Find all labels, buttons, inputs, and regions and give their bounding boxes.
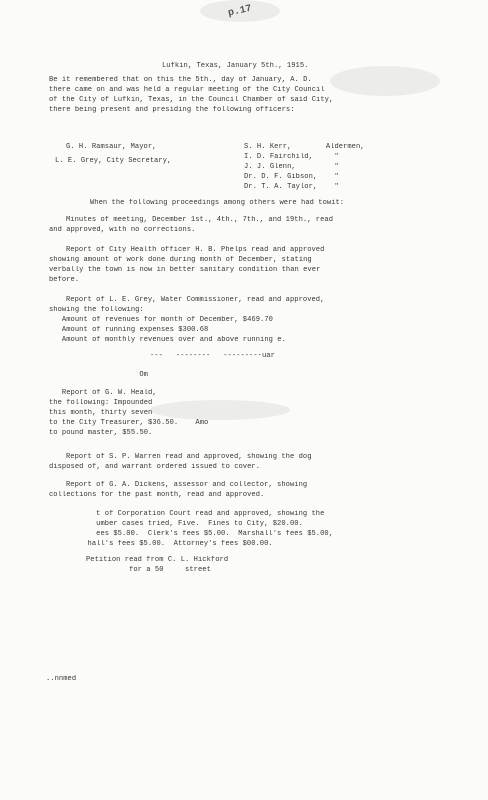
footer-mark: ..nnmed — [46, 675, 77, 683]
para-line: to pound master, $55.50. — [49, 429, 153, 437]
para-line: disposed of, and warrant ordered issued to cover. — [49, 463, 261, 471]
para-line: collections for the past month, read and approved. — [49, 491, 265, 499]
transition-line: When the following proceedings among others were had towit: — [90, 199, 345, 207]
para-line: Amount of revenues for month of December, $469.70 — [49, 316, 273, 324]
dateline: Lufkin, Texas, January 5th., 1915. — [162, 62, 309, 70]
para-line: the following: Impounded — [49, 399, 153, 407]
para-line: showing amount of work done during month of December, stating — [49, 256, 312, 264]
para-line: and approved, with no corrections. — [49, 226, 196, 234]
opening-line: there came on and was held a regular meeting of the City Council — [49, 86, 325, 94]
para-line: Report of City Health officer H. B. Phelps read and approved — [66, 246, 325, 254]
opening-line: there being present and presiding the following officers: — [49, 106, 295, 114]
para-line: --- -------- ---------uar — [150, 352, 275, 360]
para-line: before. — [49, 276, 80, 284]
para-line: Amount of running expenses $300.68 — [49, 326, 209, 334]
page-stamp: p.17 — [227, 3, 253, 20]
officer-right: J. J. Glenn, " — [244, 163, 339, 171]
para-line: for a 50 street — [86, 566, 211, 574]
para-line: Report of G. A. Dickens, assessor and collector, showing — [66, 481, 308, 489]
para-line: Amount of monthly revenues over and above running e. — [49, 336, 286, 344]
para-line: verbally the town is now in better sanitary condition than ever — [49, 266, 321, 274]
officer-right: I. D. Fairchild, " — [244, 153, 339, 161]
para-line: Report of G. W. Heald, — [49, 389, 157, 397]
para-line: Report of L. E. Grey, Water Commissioner, read and approved, — [66, 296, 325, 304]
officer-right: S. H. Kerr, Aldermen, — [244, 143, 365, 151]
officer-right: Dr. T. A. Taylor, " — [244, 183, 339, 191]
para-line: Report of S. P. Warren read and approved, showing the dog — [66, 453, 312, 461]
officer-right: Dr. D. F. Gibson, " — [244, 173, 339, 181]
para-line: Petition read from C. L. Hickford — [86, 556, 229, 564]
para-line: to the City Treasurer, $36.50. Amo — [49, 419, 209, 427]
opening-line: Be it remembered that on this the 5th., day of January, A. D. — [49, 76, 312, 84]
para-line: umber cases tried, Five. Fines to City, $20.00. — [66, 520, 303, 528]
para-line: showing the following: — [49, 306, 144, 314]
officer-left: G. H. Ramsaur, Mayor, — [66, 143, 157, 151]
para-line: ees $5.00. Clerk's fees $5.00. Marshall's fees $5.00, — [66, 530, 334, 538]
para-line: Minutes of meeting, December 1st., 4th., 7th., and 19th., read — [66, 216, 334, 224]
para-line: hall's fees $5.00. Attorney's fees $00.00. — [66, 540, 273, 548]
para-line: this month, thirty seven — [49, 409, 153, 417]
para-line: Om — [92, 371, 148, 379]
officer-left: L. E. Grey, City Secretary, — [55, 157, 172, 165]
opening-line: of the City of Lufkin, Texas, in the Council Chamber of said City, — [49, 96, 334, 104]
para-line: t of Corporation Court read and approved, showing the — [66, 510, 325, 518]
